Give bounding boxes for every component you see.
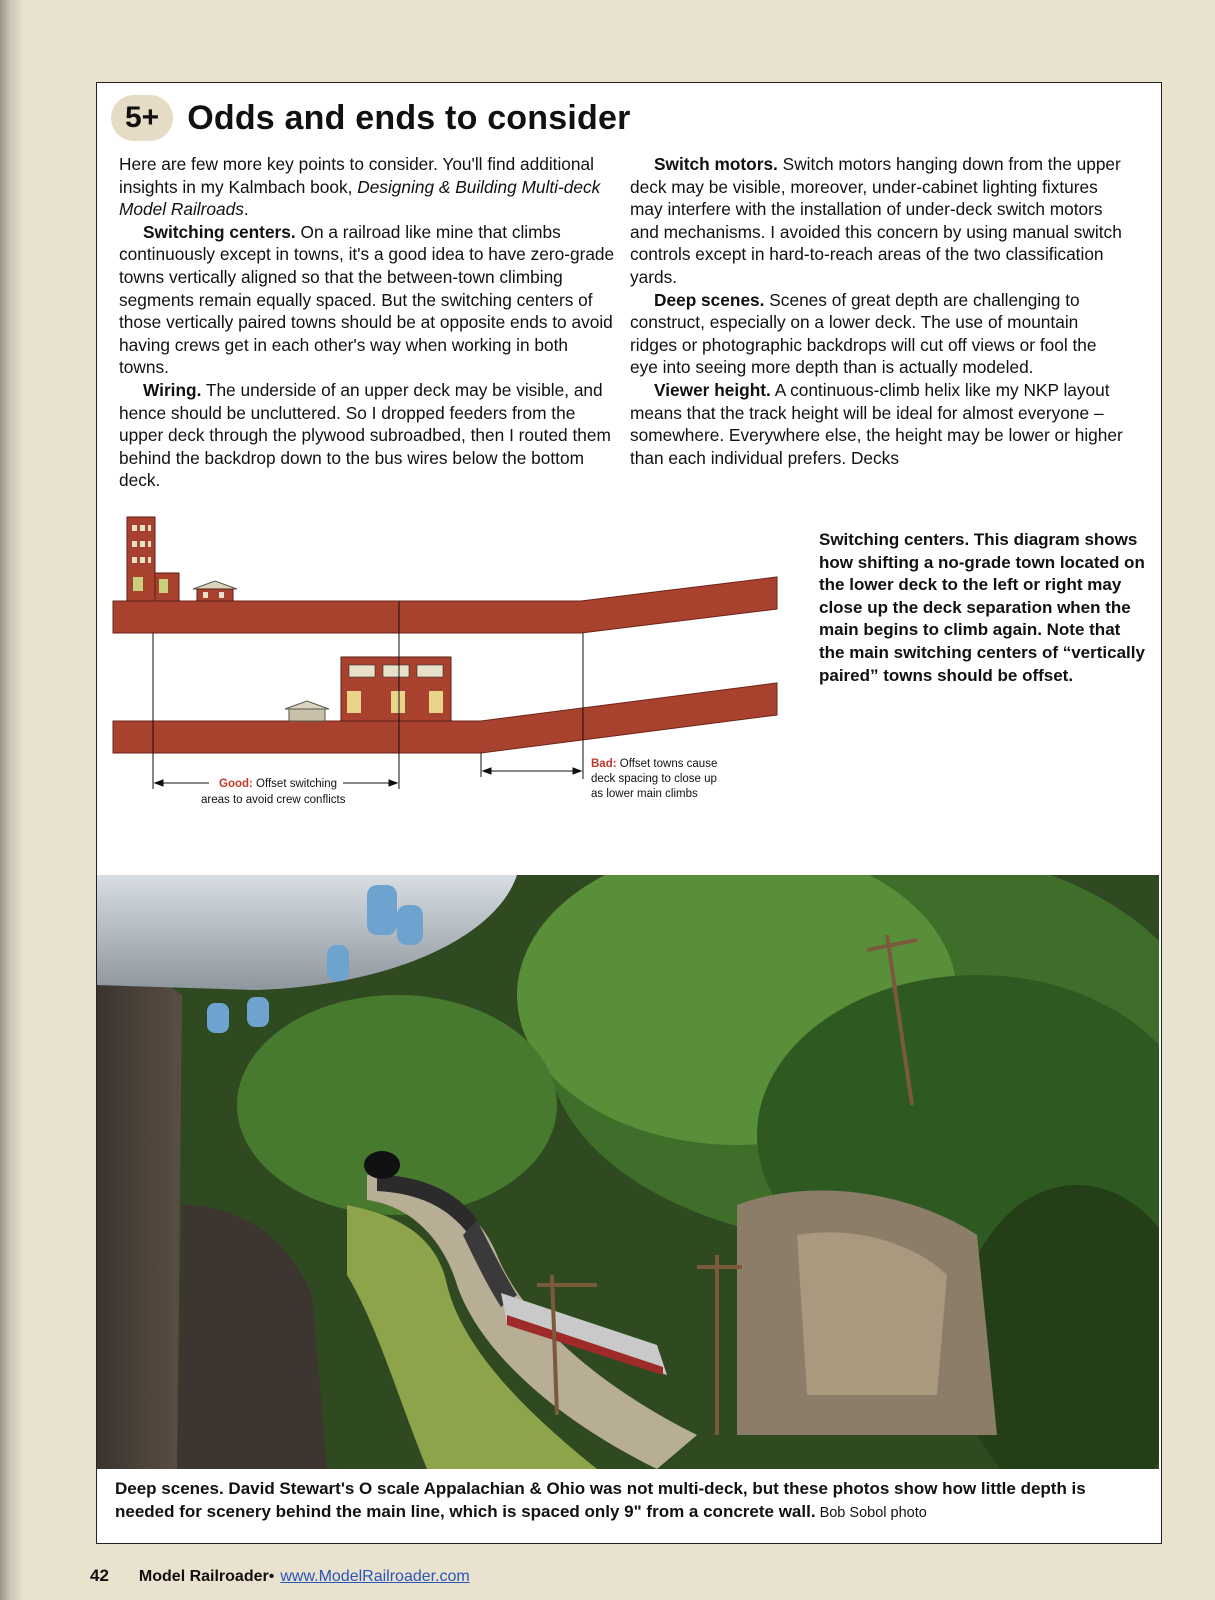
text-column-left: [119, 153, 615, 492]
footer-bullet: •: [268, 1568, 275, 1585]
book-title: Designing & Building Multi-deck Model Railroads: [119, 176, 601, 220]
deck-separation-diagram: [111, 513, 791, 813]
photo-caption: Deep scenes. David Stewart's O scale Appalachian & Ohio was not multi-deck, but these photos show how little depth is needed for scenery behind the main line, which is spaced only 9" from a concrete wall. Bob Sobol photo: [115, 1479, 1086, 1521]
bad-annotation-line1: Bad: Offset towns cause: [591, 758, 718, 770]
section-title: Odds and ends to consider: [187, 98, 631, 137]
upper-town-depot: [193, 581, 237, 601]
paragraph-switching-centers: Switching centers. On a railroad like mine that climbs continuously except in towns, it's a good idea to have zero-grade towns vertically aligned so that the between-town climbing segments remain equally spaced. But the switching centers of those vertically paired towns should be at opposite ends to avoid having crews get in each other's way when working in both towns.: [119, 221, 615, 378]
bad-dimension-arrow: [483, 768, 581, 774]
section-headline: [111, 95, 631, 141]
photo-credit: Bob Sobol photo: [815, 1505, 927, 1521]
text-column-right: [630, 153, 1126, 469]
lower-town-factory-building: [341, 657, 451, 721]
magazine-name: Model Railroader: [138, 1568, 269, 1585]
page-spine-shadow: [0, 0, 22, 1600]
page-number: 42: [90, 1566, 109, 1585]
good-annotation-line2: areas to avoid crew conflicts: [201, 794, 346, 806]
paragraph-wiring: Wiring. The underside of an upper deck may be visible, and hence should be uncluttered. So I dropped feeders from the upper deck through the plywood subroadbed, then I routed them behind the backdrop down to the bus wires below the bottom deck.: [119, 379, 611, 491]
bad-annotation-line3: as lower main climbs: [591, 788, 698, 800]
tunnel-portal: [364, 1151, 400, 1179]
paragraph-switch-motors: Switch motors. Switch motors hanging down from the upper deck may be visible, moreover, under-cabinet lighting fixtures may interfere with the installation of under-deck switch motors and mechanisms. I avoided this concern by using manual switch controls except in hard-to-reach areas of the two classification yards.: [630, 154, 1122, 287]
intro-paragraph: Here are few more key points to consider. You'll find additional insights in my Kalmbach book, Designing & Building Multi-deck Model Railroads.: [119, 154, 601, 220]
article-page: [96, 82, 1162, 1544]
section-number-badge: 5+: [111, 95, 173, 141]
paragraph-viewer-height: Viewer height. A continuous-climb helix like my NKP layout means that the track height will be ideal for almost everyone – somewhere. Everywhere else, the height may be lower or higher than each individual prefers. Decks: [630, 379, 1123, 468]
layout-photo: [97, 875, 1159, 1469]
bad-annotation-line2: deck spacing to close up: [591, 773, 717, 785]
magazine-url-link[interactable]: www.ModelRailroader.com: [280, 1568, 470, 1585]
diagram-caption: Switching centers. This diagram shows how shifting a no-grade town located on the lower deck to the left or right may close up the deck separation when the main begins to climb again. Note that the main switching centers of “vertically paired” towns should be offset.: [819, 530, 1145, 685]
page-footer: [90, 1566, 470, 1586]
lower-town-depot: [285, 701, 329, 721]
upper-town-tower-building: [127, 517, 179, 601]
good-annotation-line1: Good: Offset switching: [219, 778, 338, 790]
paragraph-deep-scenes: Deep scenes. Scenes of great depth are challenging to construct, especially on a lower deck. The use of mountain ridges or photographic backdrops will cut off views or fool the eye into seeing more depth than is actually modeled.: [630, 289, 1097, 378]
